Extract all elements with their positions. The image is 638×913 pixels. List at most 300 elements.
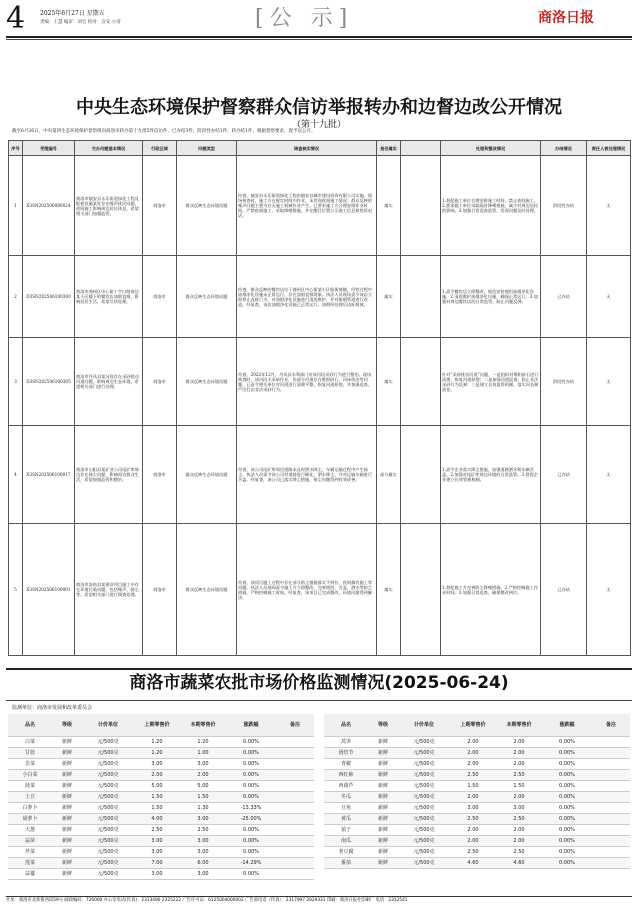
veg-change: 0.00% — [226, 780, 276, 791]
veg-grade: 新鲜 — [52, 824, 82, 835]
veg-curr-price: 2.00 — [180, 769, 226, 780]
veg-unit: 元/500克 — [82, 802, 134, 813]
veg-change: 0.00% — [542, 802, 592, 813]
cell-basic: 商洛市山阳县某矿业公司尾矿库周边存在扬尘问题，影响周边群众生活，希望加强监管和整治。 — [75, 426, 143, 524]
veg-name: 莴笋 — [324, 736, 368, 747]
cell-real: 部分属实 — [377, 426, 401, 524]
veg-name: 芹菜 — [8, 846, 52, 857]
veg-prev-price: 1.50 — [450, 780, 496, 791]
veg-prev-price: 1.50 — [134, 791, 180, 802]
veg-row — [8, 780, 314, 791]
veg-curr-price: 6.00 — [180, 857, 226, 868]
veg-row — [324, 857, 630, 868]
veg-note — [592, 747, 630, 758]
cell-real: 属实 — [377, 156, 401, 256]
veg-unit: 元/500克 — [398, 846, 450, 857]
veg-row — [324, 758, 630, 769]
veg-change: 0.00% — [226, 791, 276, 802]
veg-name: 团结节 — [324, 747, 368, 758]
issue-date: 2025年6月27日 星期五 — [40, 10, 105, 17]
veg-grade: 新鲜 — [368, 791, 398, 802]
veg-prev-price: 2.00 — [450, 758, 496, 769]
col-handle: 处理和整改情况 — [441, 141, 541, 156]
cell-no: 1 — [9, 156, 23, 256]
veg-note — [276, 824, 314, 835]
page-footer: 社址：商洛市北新街西段59号 邮政编码：726000 办公室电话(传真)：2313490 2325222 广告许可证：6125004000002 广告部电话（传真）：2317997 2829331 印刷：商洛日报社印刷厂 电话：2312541 — [6, 896, 632, 905]
veg-curr-price: 2.50 — [496, 813, 542, 824]
cell-survey: 经查，该项目施工过程中存在部分防尘措施落实不到位、夜间偶有施工等问题。执法人员现场责令施工方立即整改，完善围挡、苫盖、洒水等防尘措施，严格控制施工时间。经复查，该项目已完成整改，环境问题得到解决。 — [237, 524, 377, 656]
veg-curr-price: 1.20 — [180, 736, 226, 747]
veg-prev-price: 7.00 — [134, 857, 180, 868]
edit-credits: 责编：王慧 编审：刘宏 校对：宣安 小清 — [40, 20, 121, 25]
veg-curr-price: 3.00 — [496, 802, 542, 813]
veg-prev-price: 3.00 — [134, 846, 180, 857]
col-type: 问题类型 — [177, 141, 237, 156]
veg-grade: 新鲜 — [52, 857, 82, 868]
veg-prev-price: 2.50 — [450, 813, 496, 824]
veg-unit: 元/500克 — [398, 824, 450, 835]
veg-row — [324, 747, 630, 758]
veg-prev-price: 1.50 — [134, 802, 180, 813]
cell-no: 2 — [9, 256, 23, 338]
veg-curr-price: 2.00 — [496, 758, 542, 769]
veg-name: 土豆 — [8, 791, 52, 802]
veg-col-grade: 等级 — [368, 714, 398, 736]
veg-note — [592, 791, 630, 802]
cell-region: 商洛市 — [143, 256, 177, 338]
veg-grade: 新鲜 — [52, 769, 82, 780]
cell-type: 群众反映生态环境问题 — [177, 426, 237, 524]
veg-prev-price: 2.00 — [450, 824, 496, 835]
veg-curr-price: 2.00 — [496, 824, 542, 835]
veg-prev-price: 2.50 — [134, 824, 180, 835]
cell-type: 群众反映生态环境问题 — [177, 524, 237, 656]
veg-col-grade: 等级 — [52, 714, 82, 736]
cell-blank — [401, 156, 441, 256]
veg-unit: 元/500克 — [398, 835, 450, 846]
veg-col-unit: 计价单位 — [82, 714, 134, 736]
veg-grade: 新鲜 — [52, 835, 82, 846]
veg-row — [324, 791, 630, 802]
veg-note — [592, 813, 630, 824]
veg-prev-price: 4.00 — [134, 813, 180, 824]
veg-change: 0.00% — [542, 758, 592, 769]
cell-code: D3SN202506100300 — [23, 256, 75, 338]
veg-curr-price: 2.00 — [496, 791, 542, 802]
veg-change: 0.00% — [226, 758, 276, 769]
veg-prev-price: 2.00 — [450, 736, 496, 747]
veg-note — [276, 747, 314, 758]
table-row — [9, 156, 631, 256]
veg-prev-price: 2.00 — [450, 835, 496, 846]
veg-change: 0.00% — [542, 769, 592, 780]
veg-grade: 新鲜 — [368, 835, 398, 846]
veg-unit: 元/500克 — [82, 846, 134, 857]
veg-unit: 元/500克 — [82, 868, 134, 879]
veg-note — [276, 769, 314, 780]
newspaper-logo: 商洛日报 — [538, 10, 594, 26]
cell-real: 属实 — [377, 524, 401, 656]
veg-unit: 元/500克 — [398, 736, 450, 747]
veg-unit: 元/500克 — [82, 835, 134, 846]
veg-unit: 元/500克 — [398, 769, 450, 780]
cell-resp: 无 — [587, 156, 631, 256]
veg-row — [8, 857, 314, 868]
cell-basic: 商洛市商州区中心街十字口路南边某小区楼下的餐饮店油烟直排，影响居民生活，希望尽快处理。 — [75, 256, 143, 338]
veg-unit: 元/500克 — [398, 780, 450, 791]
col-code: 受理编号 — [23, 141, 75, 156]
veg-change: -25.00% — [226, 813, 276, 824]
veg-name: 甘蓝 — [8, 747, 52, 758]
veg-grade: 新鲜 — [52, 758, 82, 769]
cell-blank — [401, 256, 441, 338]
veg-unit: 元/500克 — [398, 813, 450, 824]
veg-row — [324, 802, 630, 813]
veg-curr-price: 2.00 — [496, 747, 542, 758]
veg-change: 0.00% — [542, 736, 592, 747]
cell-handle: 1.督促施工方完善防尘降噪措施。2.严格控制施工作业时间。3.加强日常巡查，确保整改到位。 — [441, 524, 541, 656]
veg-unit: 元/500克 — [398, 791, 450, 802]
veg-name: 小白菜 — [8, 769, 52, 780]
veg-grade: 新鲜 — [368, 736, 398, 747]
veg-prev-price: 2.50 — [450, 769, 496, 780]
cell-blank — [401, 426, 441, 524]
veg-col-change: 涨跌幅 — [542, 714, 592, 736]
veg-grade: 新鲜 — [368, 846, 398, 857]
cell-survey: 经查，该公司尾矿库周边道路未及时洒水降尘，车辆运输过程中产生扬尘。执法人员责令该公司对道路进行硬化、洒水降尘，并对运输车辆进行苫盖。经复查，该公司已落实降尘措施，扬尘问题得到有效改善。 — [237, 426, 377, 524]
veg-name: 白萝卜 — [8, 802, 52, 813]
veg-col-prev: 上期零售价 — [450, 714, 496, 736]
veg-curr-price: 3.00 — [180, 813, 226, 824]
veg-unit: 监测单位：商洛市发展和改革委员会 — [12, 705, 93, 711]
veg-prev-price: 4.60 — [450, 857, 496, 868]
veg-unit: 元/500克 — [398, 758, 450, 769]
veg-name: 黄瓜 — [324, 813, 368, 824]
veg-grade: 新鲜 — [368, 802, 398, 813]
veg-row — [8, 747, 314, 758]
cell-code: X3SN202506100001 — [23, 524, 75, 656]
veg-unit: 元/500克 — [82, 813, 134, 824]
petition-title: 中央生态环境保护督察群众信访举报转办和边督边改公开情况 — [76, 97, 562, 118]
veg-name: 番茄 — [324, 857, 368, 868]
veg-name: 豆角 — [324, 802, 368, 813]
veg-curr-price: 1.30 — [180, 802, 226, 813]
veg-change: 0.00% — [542, 835, 592, 846]
veg-grade: 新鲜 — [52, 868, 82, 879]
veg-row — [8, 736, 314, 747]
veg-curr-price: 1.50 — [496, 780, 542, 791]
col-real: 是否属实 — [377, 141, 401, 156]
petition-subtitle: （第十九批） — [291, 120, 346, 130]
veg-grade: 新鲜 — [368, 780, 398, 791]
section-title: [公 示] — [255, 6, 354, 31]
veg-name: 蒜苗 — [8, 835, 52, 846]
veg-change: -14.29% — [226, 857, 276, 868]
cell-done: 已办结 — [541, 256, 587, 338]
veg-row — [8, 802, 314, 813]
veg-row — [8, 813, 314, 824]
veg-change: 0.00% — [542, 780, 592, 791]
veg-curr-price: 4.60 — [496, 857, 542, 868]
veg-change: 0.00% — [542, 824, 592, 835]
veg-note — [276, 780, 314, 791]
veg-row — [324, 846, 630, 857]
veg-grade: 新鲜 — [368, 857, 398, 868]
veg-change: 0.00% — [542, 813, 592, 824]
veg-grade: 新鲜 — [368, 824, 398, 835]
veg-prev-price: 3.00 — [134, 835, 180, 846]
veg-curr-price: 1.00 — [180, 747, 226, 758]
petition-intro: 截至6月26日，中央第四生态环境保护督察组向商洛市转办第十九批5件信访件，已办结3件，阶段性办结1件，转办结1件，根据督察要求，现予以公开。 — [12, 129, 316, 134]
veg-prev-price: 5.00 — [134, 780, 180, 791]
veg-unit: 元/500克 — [82, 736, 134, 747]
veg-row — [8, 824, 314, 835]
veg-unit: 元/500克 — [82, 780, 134, 791]
cell-handle: 1.责令企业落实降尘措施，加强道路洒水和车辆苫盖。2.加强对尾矿库周边环境的日常监管。3.督促企业建立长效管理机制。 — [441, 426, 541, 524]
veg-name: 冬瓜 — [324, 791, 368, 802]
veg-note — [276, 802, 314, 813]
cell-blank — [401, 338, 441, 426]
petition-header-row — [9, 141, 631, 156]
cell-resp: 无 — [587, 524, 631, 656]
cell-real: 属实 — [377, 256, 401, 338]
veg-curr-price: 3.00 — [180, 868, 226, 879]
veg-row — [8, 758, 314, 769]
col-blank — [401, 141, 441, 156]
veg-curr-price: 1.50 — [180, 791, 226, 802]
veg-grade: 新鲜 — [52, 846, 82, 857]
veg-note — [276, 846, 314, 857]
veg-change: 0.00% — [226, 769, 276, 780]
veg-change: 0.00% — [226, 736, 276, 747]
cell-region: 商洛市 — [143, 156, 177, 256]
veg-curr-price: 2.50 — [496, 769, 542, 780]
cell-type: 群众反映生态环境问题 — [177, 156, 237, 256]
section-divider — [6, 668, 632, 670]
cell-no: 5 — [9, 524, 23, 656]
header-rule — [6, 36, 632, 38]
veg-unit: 元/500克 — [82, 758, 134, 769]
veg-curr-price: 2.00 — [496, 736, 542, 747]
veg-change: 0.00% — [542, 791, 592, 802]
cell-survey: 经查，2022年12月，丹凤县水利部门对该河段采砂行为进行整治。现场核查时，该河段无采砂作业，但部分河道存在堆积砂石、河床扰动等问题。已责令相关单位对河道进行清理平整，恢复河道原貌，并加强巡查，严厉打击非法采砂行为。 — [237, 338, 377, 426]
table-row — [9, 426, 631, 524]
veg-row — [8, 868, 314, 879]
page-number: 4 — [6, 1, 26, 36]
cell-resp: 无 — [587, 256, 631, 338]
veg-row — [324, 835, 630, 846]
cell-resp: 无 — [587, 338, 631, 426]
veg-name: 南瓜 — [324, 835, 368, 846]
veg-col-note: 备注 — [276, 714, 314, 736]
veg-row — [324, 736, 630, 747]
col-done: 办结情况 — [541, 141, 587, 156]
table-row — [9, 256, 631, 338]
veg-grade: 新鲜 — [368, 747, 398, 758]
veg-unit: 元/500克 — [82, 747, 134, 758]
cell-done: 阶段性办结 — [541, 156, 587, 256]
table-row — [9, 338, 631, 426]
col-region: 行政区域 — [143, 141, 177, 156]
veg-unit: 元/500克 — [82, 769, 134, 780]
veg-note — [276, 758, 314, 769]
veg-unit: 元/500克 — [398, 747, 450, 758]
veg-prev-price: 3.00 — [134, 758, 180, 769]
veg-name: 茄子 — [324, 824, 368, 835]
veg-grade: 新鲜 — [368, 769, 398, 780]
cell-type: 群众反映生态环境问题 — [177, 338, 237, 426]
veg-row — [8, 769, 314, 780]
veg-note — [276, 813, 314, 824]
veg-note — [276, 791, 314, 802]
cell-type: 群众反映生态环境问题 — [177, 256, 237, 338]
veg-table-left — [8, 714, 314, 880]
veg-header-row — [8, 714, 314, 736]
veg-grade: 新鲜 — [52, 791, 82, 802]
cell-basic: 商洛市镇安县永乐街道绿化工程及配套设施某处存在噪声扰民问题，夜间施工影响周边居民休息，希望相关部门加强监管。 — [75, 156, 143, 256]
veg-curr-price: 3.00 — [180, 758, 226, 769]
veg-prev-price: 2.00 — [134, 769, 180, 780]
veg-unit: 元/500克 — [82, 824, 134, 835]
cell-code: X3SN202506100017 — [23, 426, 75, 524]
veg-row — [8, 835, 314, 846]
veg-name: 西红柿 — [324, 769, 368, 780]
cell-real: 属实 — [377, 338, 401, 426]
veg-row — [8, 846, 314, 857]
cell-survey: 经查，群众反映的餐饮店位于商州区中心街某小区临街商铺，经营过程中油烟净化设施未正常运行，存在油烟直排现象。执法人员现场责令该店立即停止直排行为，对油烟净化设施进行清洗维护，并对排烟管道进行改造。经复查，该店油烟净化设施已正常运行，油烟经处理后达标排放。 — [237, 256, 377, 338]
veg-col-name: 品名 — [8, 714, 52, 736]
veg-prev-price: 3.00 — [134, 868, 180, 879]
veg-col-change: 涨跌幅 — [226, 714, 276, 736]
veg-unit: 元/500克 — [398, 857, 450, 868]
header-rule-thin — [6, 39, 632, 40]
veg-note — [592, 835, 630, 846]
cell-region: 商洛市 — [143, 426, 177, 524]
veg-col-unit: 计价单位 — [398, 714, 450, 736]
veg-name: 老豆腐 — [324, 846, 368, 857]
veg-name: 蒜薹 — [8, 868, 52, 879]
veg-unit: 元/500克 — [82, 791, 134, 802]
cell-done: 阶段性办结 — [541, 338, 587, 426]
cell-code: X3SN202506080024 — [23, 156, 75, 256]
veg-prev-price: 2.50 — [450, 846, 496, 857]
veg-header-row — [324, 714, 630, 736]
veg-note — [592, 802, 630, 813]
veg-unit: 元/500克 — [82, 857, 134, 868]
cell-handle: 针对“采砂扰动河道”问题，一是组织对堆积砂石进行清理，恢复河道原貌；二是加强河道巡查，防止非法采砂行为反弹；三是建立长效监管机制，落实河长制责任。 — [441, 338, 541, 426]
cell-blank — [401, 524, 441, 656]
cell-code: D3SN202506100305 — [23, 338, 75, 426]
veg-title: 商洛市蔬菜农批市场价格监测情况(2025-06-24) — [129, 673, 509, 693]
veg-note — [592, 780, 630, 791]
veg-curr-price: 3.00 — [180, 846, 226, 857]
veg-col-note: 备注 — [592, 714, 630, 736]
cell-no: 4 — [9, 426, 23, 524]
cell-no: 3 — [9, 338, 23, 426]
veg-table-right — [324, 714, 630, 869]
veg-change: 0.00% — [226, 824, 276, 835]
cell-region: 商洛市 — [143, 524, 177, 656]
veg-name: 莲菜 — [8, 857, 52, 868]
cell-survey: 经查，镇安县永乐街道绿化工程由镇安县城市建设投资有限公司实施。现场核查时，施工方在规定时间内作业，未发现夜间施工情况；群众反映的噪声问题主要为白天施工机械作业产生。已要求施工方合理安排作业时间，严禁夜间施工，采取降噪措施，并在醒目位置公示施工信息和投诉电话。 — [237, 156, 377, 256]
cell-basic: 商洛市丹凤县某河段存在采砂扰动河道问题，影响周边生态环境，希望相关部门进行处理。 — [75, 338, 143, 426]
veg-change: 0.00% — [226, 747, 276, 758]
veg-col-curr: 本期零售价 — [496, 714, 542, 736]
cell-region: 商洛市 — [143, 338, 177, 426]
veg-grade: 新鲜 — [52, 747, 82, 758]
col-basic: 交办问题基本情况 — [75, 141, 143, 156]
veg-curr-price: 5.00 — [180, 780, 226, 791]
veg-name: 青椒 — [324, 758, 368, 769]
veg-note — [276, 736, 314, 747]
veg-col-name: 品名 — [324, 714, 368, 736]
veg-note — [592, 824, 630, 835]
veg-grade: 新鲜 — [52, 780, 82, 791]
veg-name: 白菜 — [8, 736, 52, 747]
cell-resp: 无 — [587, 426, 631, 524]
veg-note — [592, 846, 630, 857]
veg-prev-price: 2.00 — [450, 791, 496, 802]
veg-prev-price: 2.00 — [450, 747, 496, 758]
col-survey: 调查核实情况 — [237, 141, 377, 156]
veg-row — [324, 824, 630, 835]
table-row — [9, 524, 631, 656]
veg-note — [276, 835, 314, 846]
cell-basic: 商洛市洛南县某建设项目施工中存在环境污染问题，包括噪声、扬尘等，希望相关部门进行调查处理。 — [75, 524, 143, 656]
petition-table — [8, 140, 631, 656]
cell-handle: 1.督促施工单位合理安排施工时间，禁止夜间施工。2.要求施工单位采取隔音降噪措施，减少对周边居民的影响。3.加强日常巡查监管，发现问题及时处理。 — [441, 156, 541, 256]
veg-note — [592, 736, 630, 747]
veg-col-curr: 本期零售价 — [180, 714, 226, 736]
veg-curr-price: 3.00 — [180, 835, 226, 846]
veg-unit: 元/500克 — [398, 802, 450, 813]
cell-done: 已办结 — [541, 426, 587, 524]
veg-rule — [6, 700, 632, 701]
veg-curr-price: 2.50 — [180, 824, 226, 835]
veg-curr-price: 2.50 — [496, 846, 542, 857]
veg-grade: 新鲜 — [52, 802, 82, 813]
veg-col-prev: 上期零售价 — [134, 714, 180, 736]
veg-name: 西葫芦 — [324, 780, 368, 791]
veg-change: 0.00% — [542, 857, 592, 868]
veg-change: 0.00% — [226, 846, 276, 857]
veg-curr-price: 2.00 — [496, 835, 542, 846]
veg-grade: 新鲜 — [52, 736, 82, 747]
veg-note — [276, 868, 314, 879]
veg-prev-price: 1.20 — [134, 736, 180, 747]
cell-done: 已办结 — [541, 524, 587, 656]
veg-change: 0.00% — [226, 835, 276, 846]
veg-change: 0.00% — [542, 846, 592, 857]
veg-grade: 新鲜 — [368, 758, 398, 769]
veg-grade: 新鲜 — [52, 813, 82, 824]
veg-row — [324, 813, 630, 824]
veg-name: 韭菜 — [8, 758, 52, 769]
veg-grade: 新鲜 — [368, 813, 398, 824]
veg-change: -13.33% — [226, 802, 276, 813]
veg-row — [324, 769, 630, 780]
veg-note — [276, 857, 314, 868]
veg-note — [592, 769, 630, 780]
veg-prev-price: 1.20 — [134, 747, 180, 758]
veg-note — [592, 758, 630, 769]
col-resp: 责任人被处理情况 — [587, 141, 631, 156]
col-no: 序号 — [9, 141, 23, 156]
veg-name: 胡萝卜 — [8, 813, 52, 824]
cell-handle: 1.责令餐饮店立即整改，规范安装使用油烟净化设施。2.清洗维护油烟净化设施，确保正常运行。3.加强对周边餐饮店的日常监管，防止问题反弹。 — [441, 256, 541, 338]
veg-name: 大葱 — [8, 824, 52, 835]
veg-note — [592, 857, 630, 868]
